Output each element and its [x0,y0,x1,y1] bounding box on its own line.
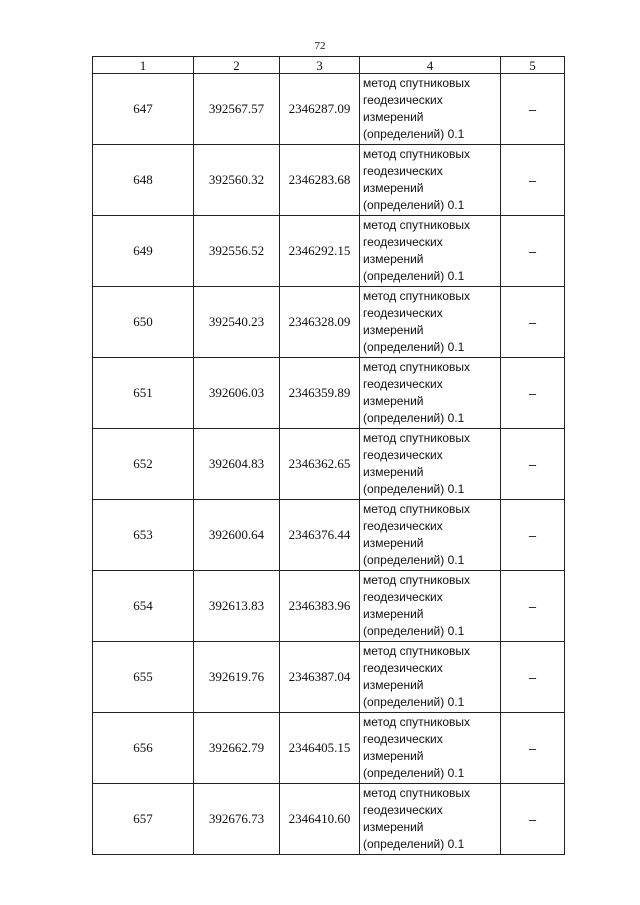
note-cell: – [501,74,565,145]
note-cell: – [501,145,565,216]
note-cell: – [501,358,565,429]
y-coordinate-cell: 2346387.04 [280,642,360,713]
y-coordinate-cell: 2346359.89 [280,358,360,429]
method-cell: метод спутниковых геодезических измерений (определений) 0.1 [360,358,501,429]
y-coordinate-cell: 2346292.15 [280,216,360,287]
column-header-5: 5 [501,57,565,74]
point-number-cell: 654 [93,571,194,642]
table-row [93,145,565,216]
column-header-1: 1 [93,57,194,74]
column-header-4: 4 [360,57,501,74]
method-cell: метод спутниковых геодезических измерений (определений) 0.1 [360,713,501,784]
method-cell: метод спутниковых геодезических измерений (определений) 0.1 [360,74,501,145]
method-cell: метод спутниковых геодезических измерений (определений) 0.1 [360,216,501,287]
point-number-cell: 651 [93,358,194,429]
y-coordinate-cell: 2346405.15 [280,713,360,784]
method-cell: метод спутниковых геодезических измерений (определений) 0.1 [360,500,501,571]
note-cell: – [501,571,565,642]
page-number: 72 [314,40,326,52]
table-row [93,784,565,855]
table-row [93,713,565,784]
table-row [93,287,565,358]
table-row [93,358,565,429]
point-number-cell: 653 [93,500,194,571]
x-coordinate-cell: 392676.73 [194,784,280,855]
x-coordinate-cell: 392600.64 [194,500,280,571]
note-cell: – [501,713,565,784]
y-coordinate-cell: 2346383.96 [280,571,360,642]
method-cell: метод спутниковых геодезических измерений (определений) 0.1 [360,145,501,216]
method-cell: метод спутниковых геодезических измерений (определений) 0.1 [360,287,501,358]
method-cell: метод спутниковых геодезических измерений (определений) 0.1 [360,429,501,500]
table-row [93,74,565,145]
coordinates-table [92,56,565,855]
y-coordinate-cell: 2346376.44 [280,500,360,571]
point-number-cell: 652 [93,429,194,500]
note-cell: – [501,287,565,358]
note-cell: – [501,216,565,287]
point-number-cell: 650 [93,287,194,358]
y-coordinate-cell: 2346410.60 [280,784,360,855]
point-number-cell: 648 [93,145,194,216]
method-cell: метод спутниковых геодезических измерений (определений) 0.1 [360,642,501,713]
y-coordinate-cell: 2346283.68 [280,145,360,216]
y-coordinate-cell: 2346362.65 [280,429,360,500]
table-row [93,500,565,571]
table-row [93,429,565,500]
x-coordinate-cell: 392560.32 [194,145,280,216]
point-number-cell: 655 [93,642,194,713]
point-number-cell: 656 [93,713,194,784]
column-header-3: 3 [280,57,360,74]
method-cell: метод спутниковых геодезических измерений (определений) 0.1 [360,784,501,855]
point-number-cell: 647 [93,74,194,145]
y-coordinate-cell: 2346287.09 [280,74,360,145]
table-body [93,74,565,855]
x-coordinate-cell: 392604.83 [194,429,280,500]
x-coordinate-cell: 392540.23 [194,287,280,358]
note-cell: – [501,784,565,855]
y-coordinate-cell: 2346328.09 [280,287,360,358]
table-header-row [93,57,565,74]
x-coordinate-cell: 392556.52 [194,216,280,287]
point-number-cell: 657 [93,784,194,855]
x-coordinate-cell: 392606.03 [194,358,280,429]
x-coordinate-cell: 392662.79 [194,713,280,784]
point-number-cell: 649 [93,216,194,287]
table-row [93,571,565,642]
x-coordinate-cell: 392567.57 [194,74,280,145]
table-row [93,642,565,713]
method-cell: метод спутниковых геодезических измерений (определений) 0.1 [360,571,501,642]
x-coordinate-cell: 392613.83 [194,571,280,642]
note-cell: – [501,642,565,713]
x-coordinate-cell: 392619.76 [194,642,280,713]
note-cell: – [501,429,565,500]
column-header-2: 2 [194,57,280,74]
note-cell: – [501,500,565,571]
table-row [93,216,565,287]
